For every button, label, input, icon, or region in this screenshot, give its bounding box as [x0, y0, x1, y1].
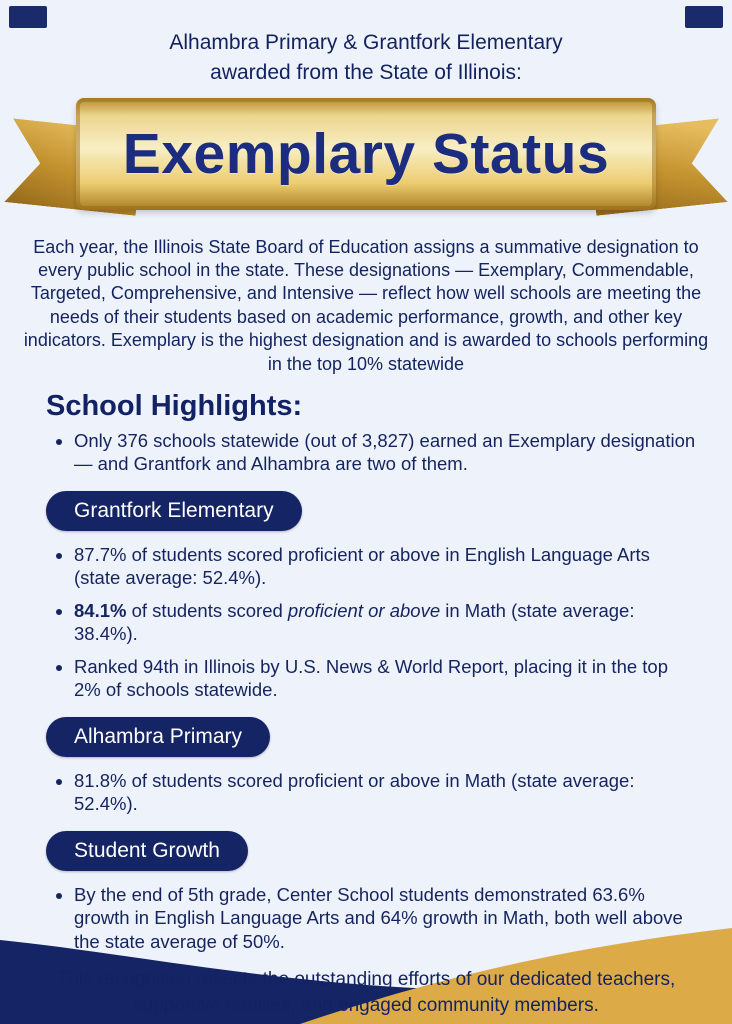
alhambra-list: [52, 769, 696, 816]
badge-grantfork-elementary: Grantfork Elementary: [46, 491, 302, 531]
bullet-student-growth: • By the end of 5th grade, Center School students demonstrated 63.6% growth in English Language Arts and 64% growth in Math, both well above the state average of 50%.: [74, 883, 696, 953]
bullet-grantfork-ranking: • Ranked 94th in Illinois by U.S. News & World Report, placing it in the top 2% of schools statewide.: [74, 655, 696, 702]
bullet-grantfork-math: [74, 599, 696, 646]
school-highlights-heading: School Highlights:: [46, 389, 303, 422]
grantfork-math-percent: 84.1%: [74, 599, 127, 621]
flyer-header: [0, 0, 732, 88]
badge-alhambra-primary: Alhambra Primary: [46, 717, 270, 757]
gold-ribbon-banner: [0, 96, 732, 224]
ribbon-band: [76, 98, 656, 210]
grantfork-math-italic: proficient or above: [287, 599, 441, 621]
corner-accent-right: [685, 6, 723, 28]
bullet-alhambra-math: • 81.8% of students scored proficient or above in Math (state average: 52.4%).: [74, 769, 696, 816]
intro-paragraph: Each year, the Illinois State Board of Education assigns a summative designation to every public school in the state. These designations — Exemplary, Commendable, Targeted, Comprehensive, and Intensive — reflect how well schools are meeting the needs of their students based on academic performance, growth, and other key indicators. Exemplary is the highest designation and is awarded to schools performing in the top 10% statewide: [23, 236, 709, 374]
highlights-list: [52, 429, 696, 476]
header-line-2: awarded from the State of Illinois:: [210, 60, 522, 84]
footer-paragraph: This recognition reflects the outstanding efforts of our dedicated teachers, supportive families, and engaged community members.: [56, 969, 676, 1016]
ribbon-title: Exemplary Status: [122, 121, 610, 186]
bullet-grantfork-ela: • 87.7% of students scored proficient or above in English Language Arts (state average: 52.4%).: [74, 543, 696, 590]
grantfork-list: [52, 543, 696, 702]
header-line-1: Alhambra Primary & Grantfork Elementary: [169, 31, 563, 54]
badge-student-growth: Student Growth: [46, 831, 248, 871]
grantfork-math-mid: of students scored: [126, 599, 288, 621]
grantfork-math-end: in Math (state average: 38.4%).: [74, 599, 635, 645]
bullet-statewide-count: • Only 376 schools statewide (out of 3,827) earned an Exemplary designation — and Grantfork and Alhambra are two of them.: [74, 429, 696, 476]
corner-accent-left: [9, 6, 47, 28]
